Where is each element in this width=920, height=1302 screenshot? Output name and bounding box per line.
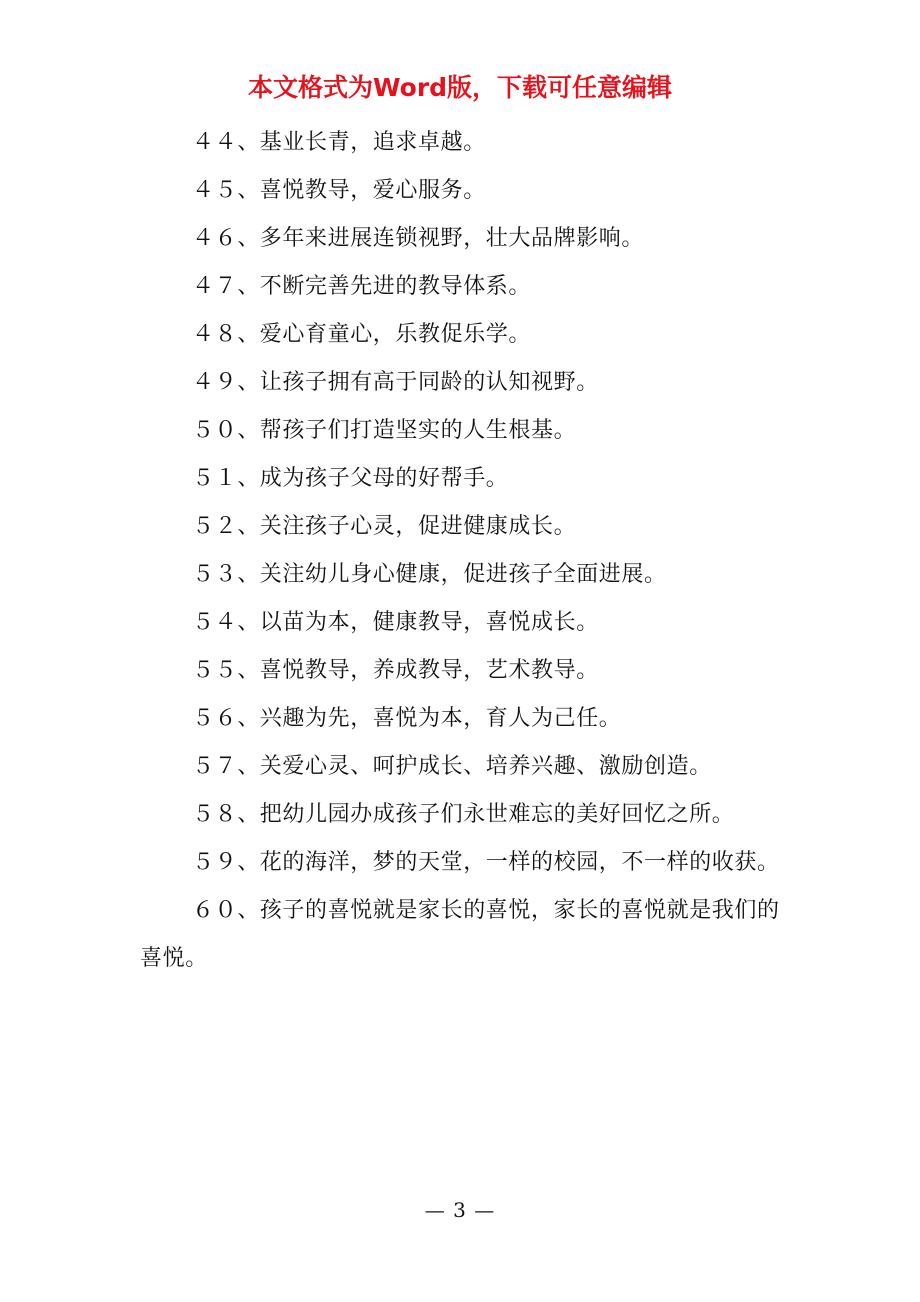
page-number: — 3 — <box>424 1198 496 1222</box>
list-item: ４９、让孩子拥有高于同龄的认知视野。 <box>192 370 599 395</box>
list-item: ６０、孩子的喜悦就是家长的喜悦，家长的喜悦就是我们的喜悦。 <box>140 898 780 971</box>
document-body <box>140 119 790 983</box>
list-item: ５６、兴趣为先，喜悦为本，育人为己任。 <box>192 706 622 731</box>
list-item: ４４、基业长青，追求卓越。 <box>192 130 486 155</box>
list-item: ５２、关注孩子心灵，促进健康成长。 <box>192 514 577 539</box>
list-item: ４８、爱心育童心，乐教促乐学。 <box>192 322 532 347</box>
list-item: ５８、把幼儿园办成孩子们永世难忘的美好回忆之所。 <box>192 802 735 827</box>
list-item: ４５、喜悦教导，爱心服务。 <box>192 178 486 203</box>
list-item: ５３、关注幼儿身心健康，促进孩子全面进展。 <box>192 562 667 587</box>
document-banner: 本文格式为Word版，下载可任意编辑 <box>247 73 673 102</box>
list-item: ５７、关爱心灵、呵护成长、培养兴趣、激励创造。 <box>192 754 712 779</box>
list-item: ４６、多年来进展连锁视野，壮大品牌影响。 <box>192 226 645 251</box>
list-item: ５５、喜悦教导，养成教导，艺术教导。 <box>192 658 599 683</box>
list-item: ５１、成为孩子父母的好帮手。 <box>192 466 509 491</box>
list-item: ５４、以苗为本，健康教导，喜悦成长。 <box>192 610 599 635</box>
list-item: ５０、帮孩子们打造坚实的人生根基。 <box>192 418 577 443</box>
list-item: ４７、不断完善先进的教导体系。 <box>192 274 532 299</box>
list-item: ５９、花的海洋，梦的天堂，一样的校园，不一样的收获。 <box>192 850 780 875</box>
